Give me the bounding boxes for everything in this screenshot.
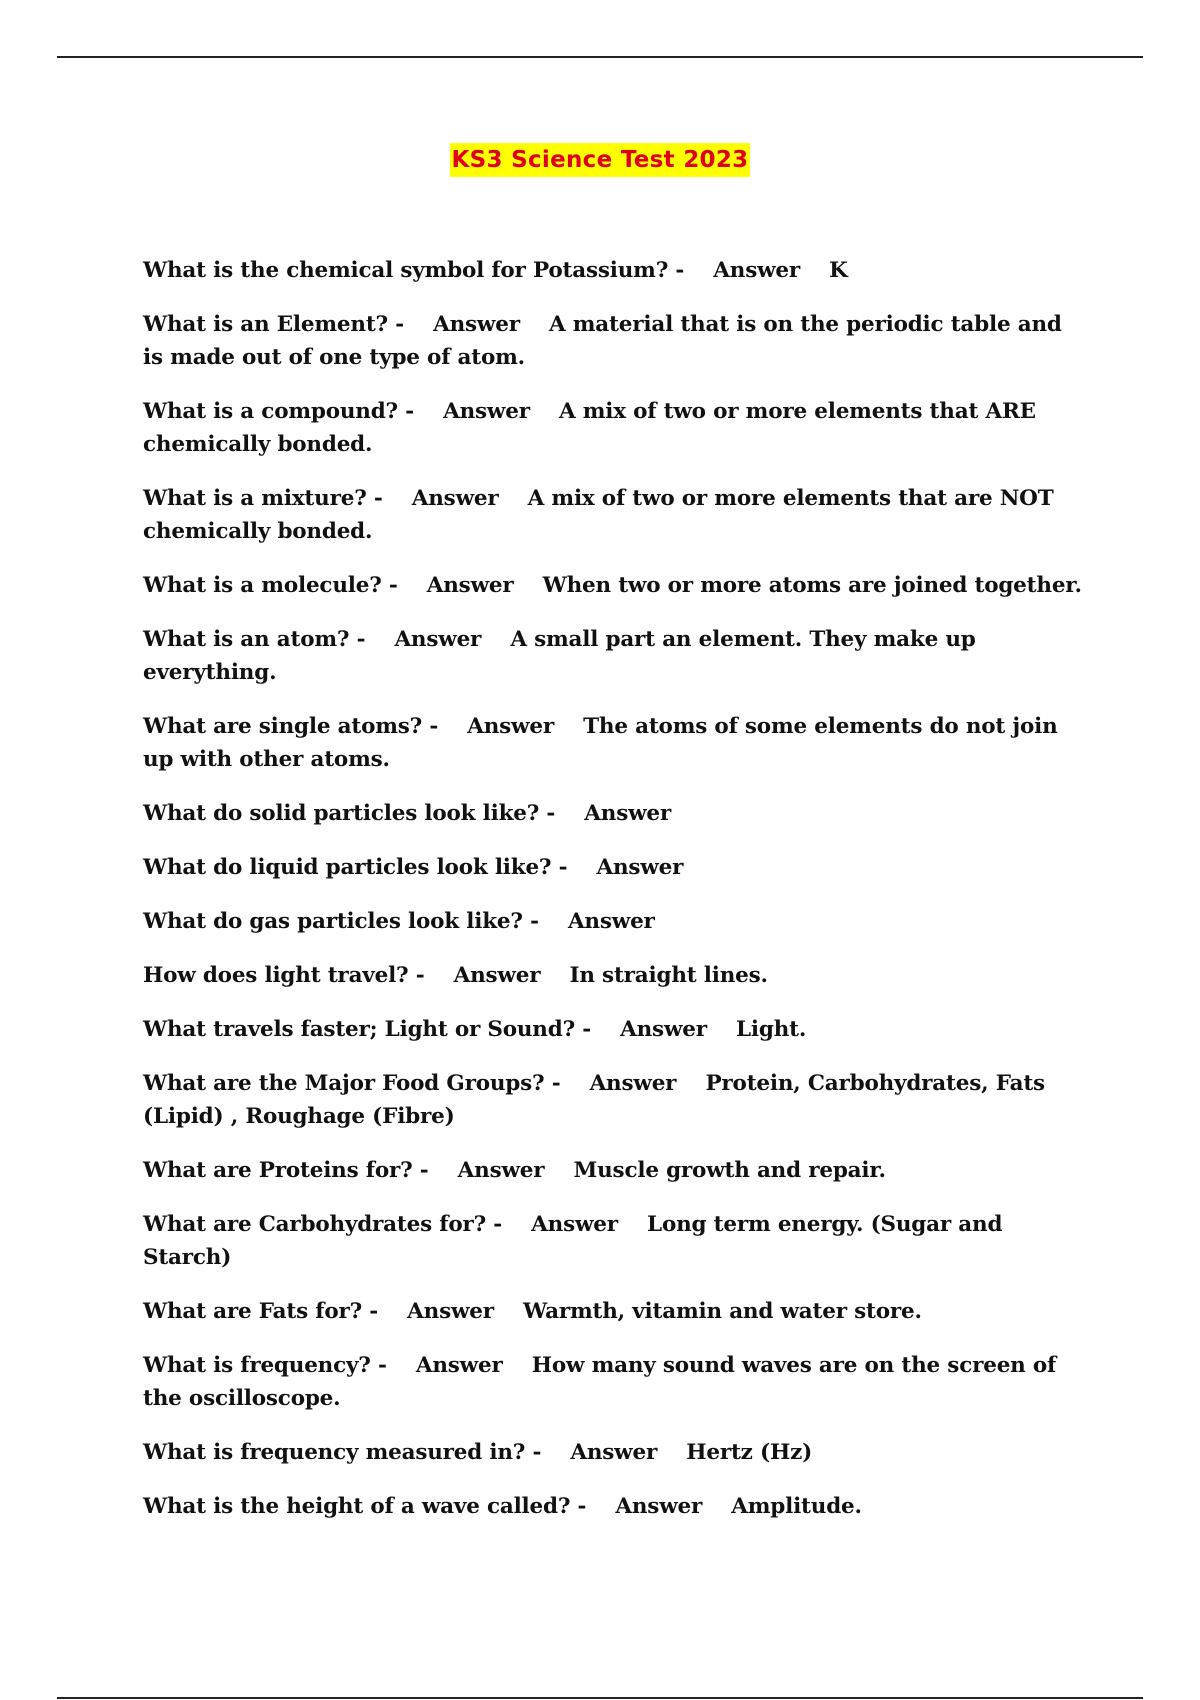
qa-item — [143, 1349, 1088, 1415]
question-text: What is frequency? - — [143, 1353, 387, 1378]
qa-item — [143, 959, 1088, 992]
question-text: What do solid particles look like? - — [143, 801, 556, 826]
answer-text: A mix of two or more elements that ARE chemically bonded. — [143, 399, 1036, 457]
question-text: What is an atom? - — [143, 627, 366, 652]
qa-item — [143, 851, 1088, 884]
answer-text: Hertz (Hz) — [686, 1440, 813, 1465]
answer-text: In straight lines. — [569, 963, 768, 988]
title-container — [0, 143, 1200, 177]
answer-label: Answer — [467, 714, 554, 739]
qa-item — [143, 623, 1088, 689]
question-text: What is the chemical symbol for Potassium? - — [143, 258, 685, 283]
answer-label: Answer — [531, 1212, 618, 1237]
answer-text: K — [829, 258, 848, 283]
question-text: What are the Major Food Groups? - — [143, 1071, 561, 1096]
header-rule — [57, 56, 1143, 58]
answer-text: Protein, Carbohydrates, Fats (Lipid) , Roughage (Fibre) — [143, 1071, 1045, 1129]
qa-item — [143, 1295, 1088, 1328]
answer-label: Answer — [589, 1071, 677, 1096]
question-text: What is a molecule? - — [143, 573, 398, 598]
qa-item — [143, 254, 1088, 287]
answer-label: Answer — [453, 963, 541, 988]
question-text: What are Fats for? - — [143, 1299, 379, 1324]
answer-text: How many sound waves are on the screen of the oscilloscope. — [143, 1353, 1057, 1411]
qa-item — [143, 797, 1088, 830]
answer-text: Warmth, vitamin and water store. — [523, 1299, 922, 1324]
answer-text: A mix of two or more elements that are NOT chemically bonded. — [143, 486, 1054, 544]
question-text: What is frequency measured in? - — [143, 1440, 542, 1465]
answer-label: Answer — [596, 855, 684, 880]
answer-label: Answer — [443, 399, 530, 424]
answer-label: Answer — [394, 627, 482, 652]
question-text: What do gas particles look like? - — [143, 909, 539, 934]
answer-label: Answer — [584, 801, 672, 826]
qa-item — [143, 1436, 1088, 1469]
qa-item — [143, 905, 1088, 938]
qa-item — [143, 395, 1088, 461]
answer-label: Answer — [570, 1440, 658, 1465]
qa-item — [143, 308, 1088, 374]
answer-label: Answer — [620, 1017, 707, 1042]
answer-text: Amplitude. — [731, 1494, 862, 1519]
answer-label: Answer — [457, 1158, 545, 1183]
question-text: What is a mixture? - — [143, 486, 383, 511]
answer-text: The atoms of some elements do not join up with other atoms. — [143, 714, 1058, 772]
question-text: What are Proteins for? - — [143, 1158, 429, 1183]
document-title: KS3 Science Test 2023 — [450, 143, 751, 177]
qa-item — [143, 710, 1088, 776]
question-text: What do liquid particles look like? - — [143, 855, 568, 880]
question-text: What are single atoms? - — [143, 714, 439, 739]
answer-text: A material that is on the periodic table and is made out of one type of atom. — [143, 312, 1062, 370]
answer-text: When two or more atoms are joined together. — [542, 573, 1082, 598]
answer-label: Answer — [567, 909, 655, 934]
answer-label: Answer — [713, 258, 801, 283]
answer-text: Muscle growth and repair. — [573, 1158, 886, 1183]
answer-text: Light. — [736, 1017, 807, 1042]
qa-item — [143, 569, 1088, 602]
answer-label: Answer — [615, 1494, 703, 1519]
qa-item — [143, 482, 1088, 548]
question-text: What is a compound? - — [143, 399, 414, 424]
qa-item — [143, 1067, 1088, 1133]
qa-item — [143, 1013, 1088, 1046]
question-text: What travels faster; Light or Sound? - — [143, 1017, 591, 1042]
answer-label: Answer — [426, 573, 514, 598]
question-text: What is an Element? - — [143, 312, 404, 337]
answer-label: Answer — [407, 1299, 494, 1324]
question-text: What is the height of a wave called? - — [143, 1494, 587, 1519]
answer-label: Answer — [411, 486, 499, 511]
qa-item — [143, 1490, 1088, 1523]
question-list — [143, 254, 1088, 1544]
answer-text: A small part an element. They make up everything. — [143, 627, 976, 685]
question-text: How does light travel? - — [143, 963, 425, 988]
answer-text: Long term energy. (Sugar and Starch) — [143, 1212, 1003, 1270]
qa-item — [143, 1154, 1088, 1187]
qa-item — [143, 1208, 1088, 1274]
footer-rule — [57, 1697, 1143, 1699]
answer-label: Answer — [433, 312, 520, 337]
answer-label: Answer — [415, 1353, 503, 1378]
question-text: What are Carbohydrates for? - — [143, 1212, 503, 1237]
